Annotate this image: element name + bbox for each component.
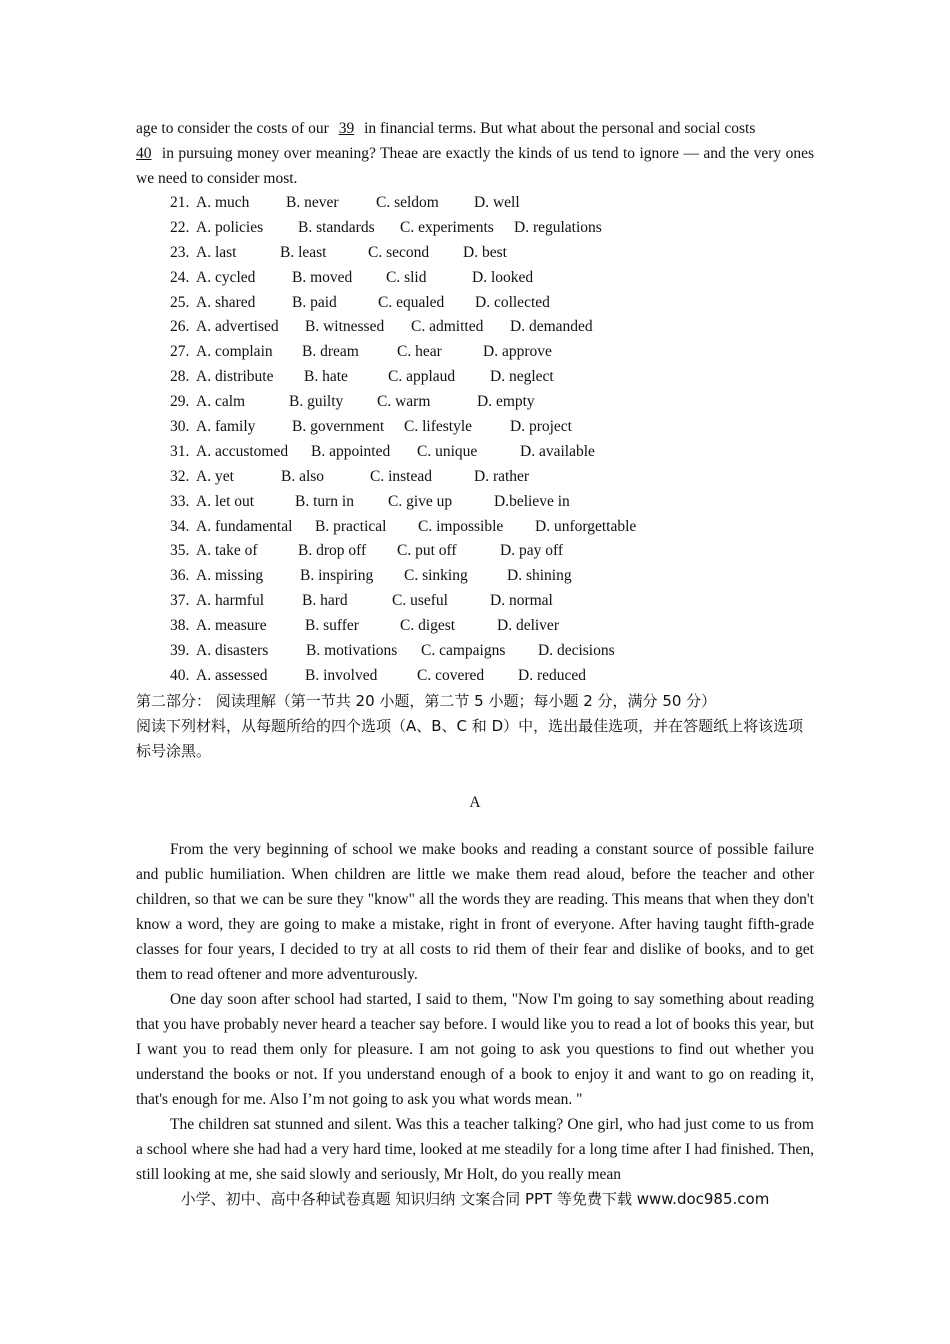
- option-row: [136, 564, 814, 589]
- option-c: C. admitted: [411, 318, 484, 336]
- option-b: B. suffer: [305, 617, 359, 635]
- option-c: C. useful: [392, 592, 448, 610]
- passage-top-text-3: in pursuing money over meaning? Theae are exactly the kinds of us tend to ignore — and the very ones we need to consider most.: [136, 145, 814, 187]
- option-a: A. assessed: [196, 666, 268, 684]
- option-c: C. covered: [417, 666, 485, 684]
- option-a: A. yet: [196, 467, 234, 485]
- option-number: 28.: [170, 368, 190, 386]
- option-d: D. neglect: [490, 368, 554, 386]
- option-row: [136, 639, 814, 664]
- option-b: B. inspiring: [300, 567, 374, 585]
- option-c: C. campaigns: [421, 642, 506, 660]
- option-b: B. also: [281, 467, 325, 485]
- option-c: C. lifestyle: [404, 418, 473, 436]
- option-a: A. disasters: [196, 642, 269, 660]
- option-c: C. seldom: [376, 194, 439, 211]
- option-row: [136, 614, 814, 639]
- passage-top: [136, 116, 814, 191]
- cloze-options: [136, 191, 814, 689]
- option-d: D. pay off: [500, 542, 563, 560]
- option-number: 38.: [170, 617, 190, 635]
- option-c: C. experiments: [400, 218, 494, 236]
- option-row: [136, 415, 814, 440]
- option-row: [136, 465, 814, 490]
- option-c: C. equaled: [378, 293, 445, 311]
- option-b: B. guilty: [289, 393, 344, 411]
- option-number: 30.: [170, 418, 190, 436]
- option-number: 25.: [170, 293, 190, 311]
- option-a: A. last: [196, 243, 237, 261]
- option-a: A. fundamental: [196, 517, 293, 535]
- option-d: D. approve: [483, 343, 552, 361]
- option-d: D. reduced: [518, 666, 586, 684]
- option-d: D.believe in: [494, 492, 570, 510]
- option-b: B. turn in: [295, 492, 354, 510]
- blank-40: 40: [136, 145, 152, 162]
- option-a: A. harmful: [196, 592, 265, 610]
- option-c: C. sinking: [404, 567, 468, 585]
- option-b: B. dream: [302, 343, 359, 361]
- option-c: C. give up: [388, 492, 453, 510]
- option-d: D. collected: [475, 293, 550, 311]
- option-row: [136, 315, 814, 340]
- option-a: A. take of: [196, 542, 258, 560]
- option-a: A. cycled: [196, 268, 256, 286]
- option-c: C. hear: [397, 343, 442, 361]
- option-c: C. applaud: [388, 368, 456, 386]
- option-a: A. calm: [196, 393, 246, 411]
- option-number: 36.: [170, 567, 190, 585]
- option-number: 21.: [170, 194, 190, 211]
- option-d: D. unforgettable: [535, 517, 637, 535]
- option-number: 22.: [170, 218, 190, 236]
- option-number: 34.: [170, 517, 190, 535]
- option-b: B. paid: [292, 293, 337, 311]
- blank-39: 39: [338, 120, 355, 137]
- option-b: B. involved: [305, 666, 378, 684]
- option-c: C. warm: [377, 393, 431, 411]
- option-c: C. put off: [397, 542, 457, 560]
- option-a: A. distribute: [196, 368, 274, 386]
- option-b: B. standards: [298, 218, 375, 236]
- option-a: A. complain: [196, 343, 273, 361]
- option-row: [136, 490, 814, 515]
- document-content: [136, 116, 814, 1187]
- option-number: 24.: [170, 268, 190, 286]
- option-b: B. practical: [315, 517, 387, 535]
- option-d: D. regulations: [514, 218, 602, 236]
- option-row: [136, 664, 814, 689]
- option-b: B. government: [292, 418, 385, 436]
- passage-a-paragraph-3: The children sat stunned and silent. Was this a teacher talking? One girl, who had just come to us from a school where she had had a very hard time, looked at me steadily for a long time after I had finished. Then, still looking at me, she said slowly and seriously, Mr Holt, do you really mean: [136, 1115, 814, 1183]
- option-b: B. hard: [302, 592, 348, 610]
- part2-instruction: 阅读下列材料，从每题所给的四个选项（A、B、C 和 D）中，选出最佳选项，并在答题纸上将该选项标号涂黑。: [136, 716, 804, 760]
- footer-watermark: 小学、初中、高中各种试卷真题 知识归纳 文案合同 PPT 等免费下载 www.doc985.com: [180, 1190, 770, 1208]
- option-d: D. demanded: [510, 318, 593, 336]
- option-row: [136, 440, 814, 465]
- passage-top-text-2: in financial terms. But what about the personal and social costs: [360, 120, 756, 137]
- option-c: C. unique: [417, 442, 478, 460]
- option-row: [136, 291, 814, 316]
- option-c: C. instead: [370, 467, 432, 485]
- passage-a-paragraph-1: From the very beginning of school we make books and reading a constant source of possible failure and public humiliation. When children are little we make them read aloud, before the teacher and other children, so that we can be sure they "know" all the words they are reading. This means that when they don't know a word, they are going to make a mistake, right in front of everyone. After having taught fifth-grade classes for four years, I decided to try at all costs to rid them of their fear and dislike of books, and to get them to read oftener and more adventurously.: [136, 840, 814, 983]
- option-number: 23.: [170, 243, 190, 261]
- option-row: [136, 266, 814, 291]
- option-a: A. advertised: [196, 318, 279, 336]
- option-a: A. measure: [196, 617, 267, 635]
- option-number: 39.: [170, 642, 190, 660]
- option-d: D. empty: [477, 393, 535, 411]
- part2-heading: 第二部分： 阅读理解（第一节共 20 小题，第二节 5 小题；每小题 2 分，满分 50 分）: [136, 691, 717, 710]
- option-row: [136, 365, 814, 390]
- option-b: B. motivations: [306, 642, 398, 660]
- option-b: B. appointed: [311, 442, 391, 460]
- option-a: A. much: [196, 194, 250, 211]
- option-a: A. let out: [196, 492, 255, 510]
- option-d: D. looked: [472, 268, 534, 286]
- option-d: D. decisions: [538, 642, 615, 660]
- option-b: B. hate: [304, 368, 348, 386]
- option-b: B. witnessed: [305, 318, 385, 336]
- option-d: D. shining: [507, 567, 572, 585]
- option-d: D. project: [510, 418, 572, 436]
- option-c: C. second: [368, 243, 430, 261]
- option-b: B. moved: [292, 268, 353, 286]
- option-c: C. impossible: [418, 517, 504, 535]
- option-d: D. well: [474, 194, 520, 211]
- option-a: A. shared: [196, 293, 256, 311]
- option-c: C. slid: [386, 268, 427, 286]
- option-row: [136, 539, 814, 564]
- option-row: [136, 191, 814, 216]
- option-d: D. best: [463, 243, 507, 261]
- option-number: 27.: [170, 343, 190, 361]
- option-b: B. never: [286, 194, 339, 211]
- option-d: D. rather: [474, 467, 530, 485]
- passage-top-text-1: age to consider the costs of our: [136, 120, 333, 137]
- option-row: [136, 241, 814, 266]
- option-number: 40.: [170, 666, 190, 684]
- option-row: [136, 216, 814, 241]
- option-row: [136, 589, 814, 614]
- option-d: D. available: [520, 442, 595, 460]
- option-number: 33.: [170, 492, 190, 510]
- option-a: A. policies: [196, 218, 264, 236]
- option-a: A. family: [196, 418, 256, 436]
- option-d: D. deliver: [497, 617, 559, 635]
- option-a: A. accustomed: [196, 442, 289, 460]
- option-number: 35.: [170, 542, 190, 560]
- option-row: [136, 340, 814, 365]
- option-number: 32.: [170, 467, 190, 485]
- option-number: 37.: [170, 592, 190, 610]
- option-b: B. least: [280, 243, 327, 261]
- option-row: [136, 515, 814, 540]
- option-a: A. missing: [196, 567, 264, 585]
- option-d: D. normal: [490, 592, 553, 610]
- option-number: 31.: [170, 442, 190, 460]
- passage-a-paragraph-2: One day soon after school had started, I said to them, "Now I'm going to say something about reading that you have probably never heard a teacher say before. I would like you to read a lot of books this year, but I want you to read them only for pleasure. I am not going to ask you questions to find out whether you understand the books or not. If you understand enough of a book to enjoy it and want to go on reading it, that's enough for me. Also I’m not going to ask you what words mean. ": [136, 990, 814, 1108]
- option-number: 29.: [170, 393, 190, 411]
- section-letter: A: [469, 793, 481, 811]
- option-c: C. digest: [400, 617, 456, 635]
- option-number: 26.: [170, 318, 190, 336]
- option-row: [136, 390, 814, 415]
- option-b: B. drop off: [298, 542, 367, 560]
